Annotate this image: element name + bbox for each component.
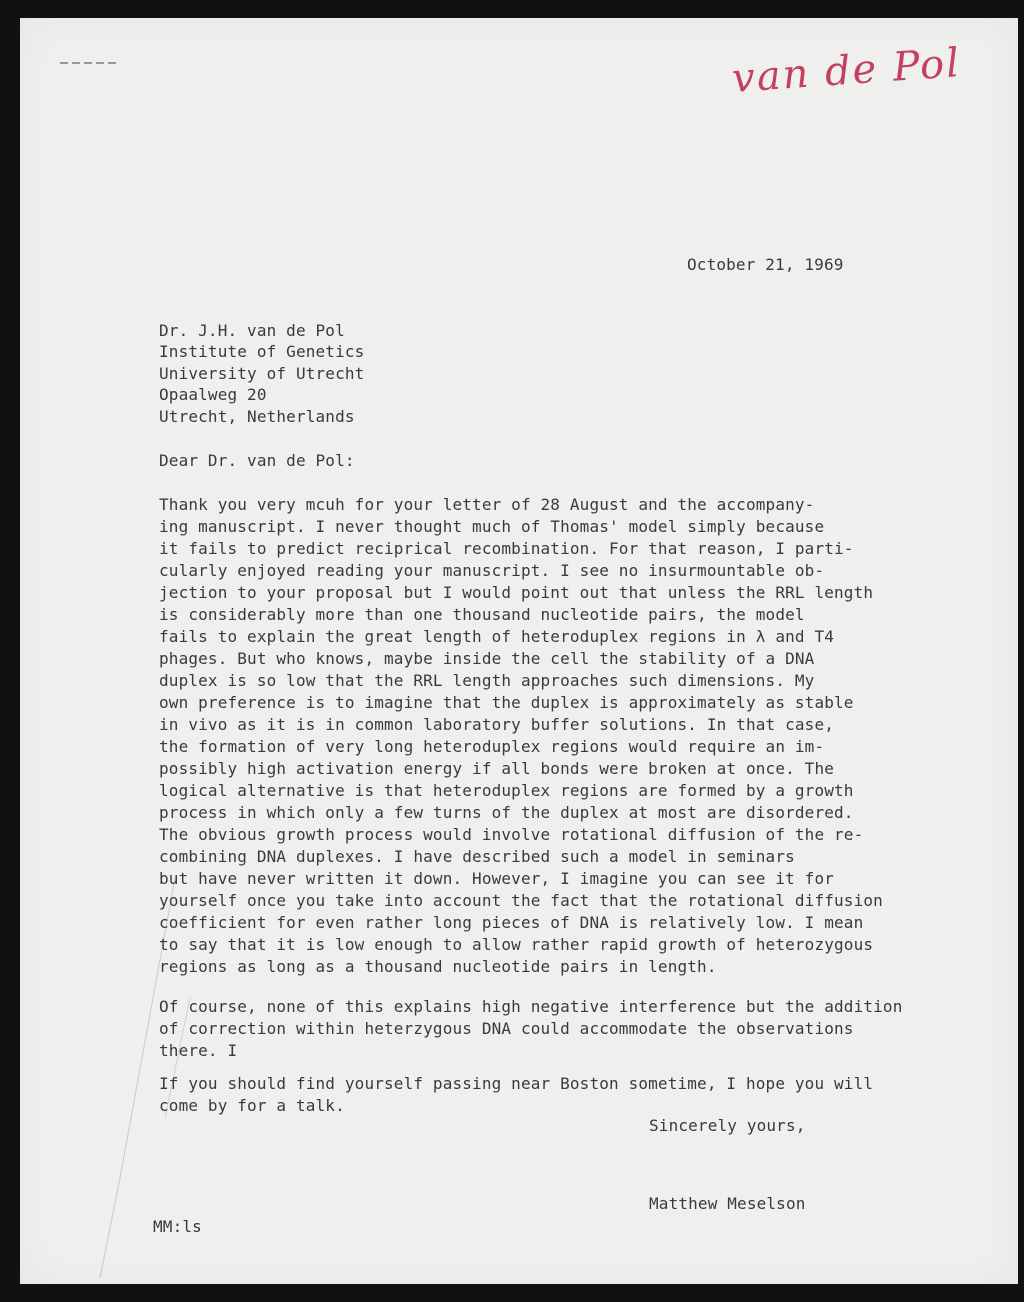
body-line: coefficient for even rather long pieces of DNA is relatively low. I mean	[159, 913, 864, 932]
letter-date: October 21, 1969	[687, 255, 844, 274]
body-line: come by for a talk.	[159, 1096, 345, 1115]
signatory-name: Matthew Meselson	[649, 1194, 806, 1213]
body-line: but have never written it down. However, I imagine you can see it for	[159, 869, 835, 888]
body-line: there. I	[159, 1041, 238, 1060]
body-line: of correction within heterzygous DNA could accommodate the observations	[159, 1019, 854, 1038]
closing: Sincerely yours,	[649, 1116, 806, 1135]
letter-page	[20, 18, 1018, 1284]
top-left-mark	[60, 62, 120, 64]
body-line: to say that it is low enough to allow rather rapid growth of heterozygous	[159, 935, 874, 954]
body-line: process in which only a few turns of the duplex at most are disordered.	[159, 803, 854, 822]
address-line: Dr. J.H. van de Pol	[159, 321, 345, 340]
body-line: Of course, none of this explains high negative interference but the addition	[159, 997, 903, 1016]
address-line: Utrecht, Netherlands	[159, 407, 355, 426]
body-line: own preference is to imagine that the duplex is approximately as stable	[159, 693, 854, 712]
body-line: cularly enjoyed reading your manuscript. I see no insurmountable ob-	[159, 561, 825, 580]
body-line: Thank you very mcuh for your letter of 28 August and the accompany-	[159, 495, 815, 514]
address-line: Opaalweg 20	[159, 385, 267, 404]
body-line: it fails to predict reciprical recombination. For that reason, I parti-	[159, 539, 854, 558]
body-line: The obvious growth process would involve rotational diffusion of the re-	[159, 825, 864, 844]
body-line: ing manuscript. I never thought much of Thomas' model simply because	[159, 517, 825, 536]
body-line: fails to explain the great length of heteroduplex regions in λ and T4	[159, 627, 835, 646]
body-line: is considerably more than one thousand nucleotide pairs, the model	[159, 605, 805, 624]
body-line: jection to your proposal but I would point out that unless the RRL length	[159, 583, 874, 602]
body-line: yourself once you take into account the fact that the rotational diffusion	[159, 891, 883, 910]
body-line: in vivo as it is in common laboratory buffer solutions. In that case,	[159, 715, 835, 734]
body-line: possibly high activation energy if all bonds were broken at once. The	[159, 759, 835, 778]
body-line: regions as long as a thousand nucleotide pairs in length.	[159, 957, 717, 976]
typist-initials: MM:ls	[153, 1217, 202, 1236]
address-line: Institute of Genetics	[159, 342, 365, 361]
body-line: duplex is so low that the RRL length approaches such dimensions. My	[159, 671, 815, 690]
body-line: logical alternative is that heteroduplex regions are formed by a growth	[159, 781, 854, 800]
body-line: combining DNA duplexes. I have described such a model in seminars	[159, 847, 795, 866]
salutation: Dear Dr. van de Pol:	[159, 451, 355, 470]
handwritten-annotation: van de Pol	[730, 40, 963, 102]
body-line: the formation of very long heteroduplex regions would require an im-	[159, 737, 825, 756]
body-line: If you should find yourself passing near Boston sometime, I hope you will	[159, 1074, 874, 1093]
pencil-margin-mark	[80, 878, 200, 1278]
address-line: University of Utrecht	[159, 364, 365, 383]
body-line: phages. But who knows, maybe inside the cell the stability of a DNA	[159, 649, 815, 668]
